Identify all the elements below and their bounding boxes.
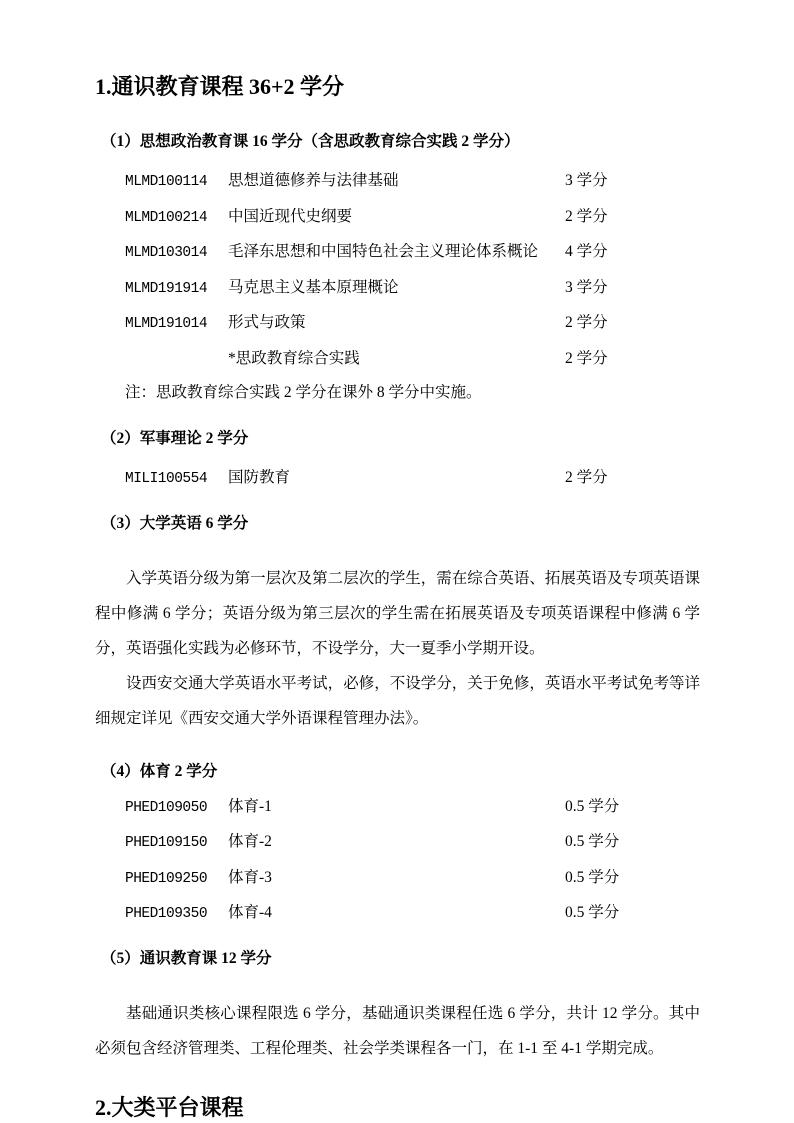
heading-general-education-courses: 1.通识教育课程 36+2 学分 <box>95 74 345 99</box>
course-name: 中国近现代史纲要 <box>228 207 353 225</box>
course-name: *思政教育综合实践 <box>228 349 360 367</box>
course-name: 体育-4 <box>228 904 272 921</box>
note-text: 注：思政教育综合实践 2 学分在课外 8 学分中实施。 <box>125 383 482 401</box>
section-title-physical-education: （4）体育 2 学分 <box>101 762 218 780</box>
course-credits: 0.5 学分 <box>565 833 620 850</box>
course-row <box>125 350 700 367</box>
course-name: 体育-3 <box>228 868 272 886</box>
course-row <box>125 469 700 488</box>
english-paragraphs <box>95 561 700 736</box>
course-name: 毛泽东思想和中国特色社会主义理论体系概论 <box>228 243 539 260</box>
course-credits: 3 学分 <box>565 172 608 189</box>
course-row <box>125 869 700 888</box>
section-title-military-theory: （2）军事理论 2 学分 <box>101 429 249 447</box>
course-row <box>125 279 700 298</box>
course-row <box>125 208 700 227</box>
course-list-military <box>95 469 700 488</box>
course-name: 国防教育 <box>228 468 291 486</box>
course-credits: 0.5 学分 <box>565 904 620 921</box>
course-credits: 2 学分 <box>565 349 608 367</box>
course-credits: 3 学分 <box>565 278 608 296</box>
course-code: MLMD100114 <box>125 174 208 190</box>
section-title-general-electives: （5）通识教育课 12 学分 <box>101 950 272 967</box>
course-row <box>125 314 700 333</box>
course-code: MILI100554 <box>125 470 208 487</box>
course-row <box>125 798 700 817</box>
course-name: 马克思主义基本原理概论 <box>228 278 399 296</box>
course-code: MLMD100214 <box>125 209 208 226</box>
course-credits: 2 学分 <box>565 207 608 225</box>
section-title-ideological-political: （1）思想政治教育课 16 学分（含思政教育综合实践 2 学分） <box>101 133 520 150</box>
course-credits: 2 学分 <box>565 314 608 331</box>
course-code: MLMD191014 <box>125 316 208 332</box>
course-row <box>125 833 700 852</box>
paragraph-english-levels: 入学英语分级为第一层次及第二层次的学生，需在综合英语、拓展英语及专项英语课程中修满 6 学分；英语分级为第三层次的学生需在拓展英语及专项英语课程中修满 6 学分，英语强化实践为必修环节，不设学分，大一夏季小学期开设。 <box>95 569 700 657</box>
course-row <box>125 243 700 262</box>
course-name: 思想道德修养与法律基础 <box>228 172 399 189</box>
section-title-college-english: （3）大学英语 6 学分 <box>101 514 249 532</box>
general-electives-paragraphs <box>95 996 700 1066</box>
course-name: 形式与政策 <box>228 314 306 331</box>
paragraph-general-electives: 基础通识类核心课程限选 6 学分，基础通识类课程任选 6 学分，共计 12 学分。其中必须包含经济管理类、工程伦理类、社会学类课程各一门，在 1-1 至 4-1 学期完成。 <box>95 1005 700 1057</box>
course-code: PHED109250 <box>125 870 208 887</box>
course-row <box>125 172 700 191</box>
course-credits: 0.5 学分 <box>565 868 620 886</box>
course-name: 体育-2 <box>228 833 272 850</box>
course-credits: 0.5 学分 <box>565 797 620 815</box>
paragraph-english-exam: 设西安交通大学英语水平考试，必修，不设学分，关于免修，英语水平考试免考等详细规定详见《西安交通大学外语课程管理办法》。 <box>95 674 700 727</box>
course-name: 体育-1 <box>228 797 272 815</box>
course-code: PHED109350 <box>125 906 208 922</box>
course-code: MLMD191914 <box>125 280 208 297</box>
course-code: PHED109150 <box>125 835 208 851</box>
course-list-ideological <box>95 172 700 367</box>
course-credits: 4 学分 <box>565 243 608 260</box>
course-row <box>125 904 700 923</box>
course-code: PHED109050 <box>125 799 208 816</box>
course-credits: 2 学分 <box>565 468 608 486</box>
heading-platform-courses: 2.大类平台课程 <box>95 1095 244 1120</box>
course-list-physical <box>95 798 700 924</box>
course-code: MLMD103014 <box>125 245 208 261</box>
